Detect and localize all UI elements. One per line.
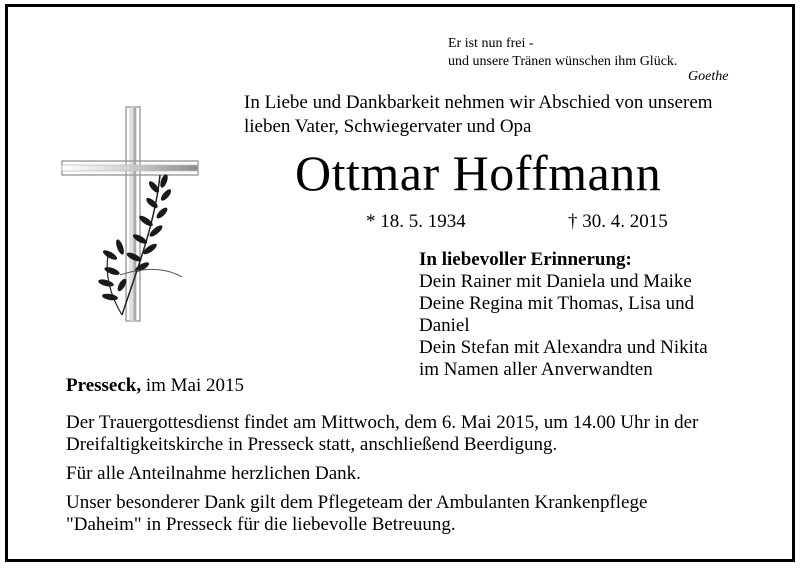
- place-month: im Mai 2015: [141, 375, 245, 396]
- intro-line-2: lieben Vater, Schwiegervater und Opa: [244, 116, 532, 137]
- quote-author: Goethe: [688, 69, 729, 84]
- mourner-line: im Namen aller Anverwandten: [419, 359, 653, 380]
- death-date: † 30. 4. 2015: [568, 211, 668, 232]
- mourners-block: [419, 249, 708, 381]
- mourner-line: Dein Rainer mit Daniela und Maike: [419, 271, 692, 292]
- intro-line-1: In Liebe und Dankbarkeit nehmen wir Abschied von unserem: [244, 92, 713, 113]
- special-thanks-line-2: "Daheim" in Presseck für die liebevolle Betreuung.: [66, 514, 456, 535]
- cross-with-palm-branch-icon: [60, 105, 230, 330]
- mourner-line: Daniel: [419, 315, 470, 336]
- deceased-name: Ottmar Hoffmann: [295, 145, 662, 201]
- birth-date: * 18. 5. 1934: [366, 211, 466, 232]
- quote-line-2: und unsere Tränen wünschen ihm Glück.: [448, 54, 678, 69]
- obituary-notice: [5, 4, 795, 562]
- place-town: Presseck,: [66, 375, 142, 396]
- quote-line-1: Er ist nun frei -: [448, 36, 534, 51]
- funeral-line-1: Der Trauergottesdienst findet am Mittwoch, dem 6. Mai 2015, um 14.00 Uhr in der: [66, 412, 699, 433]
- thanks-line: Für alle Anteilnahme herzlichen Dank.: [66, 463, 361, 484]
- mourners-heading: In liebevoller Erinnerung:: [419, 249, 632, 270]
- special-thanks-line-1: Unser besonderer Dank gilt dem Pflegeteam der Ambulanten Krankenpflege: [66, 492, 648, 513]
- mourner-line: Deine Regina mit Thomas, Lisa und: [419, 293, 695, 314]
- mourner-line: Dein Stefan mit Alexandra und Nikita: [419, 337, 708, 358]
- place-date: [66, 375, 244, 397]
- funeral-line-2: Dreifaltigkeitskirche in Presseck statt, anschließend Beerdigung.: [66, 434, 558, 455]
